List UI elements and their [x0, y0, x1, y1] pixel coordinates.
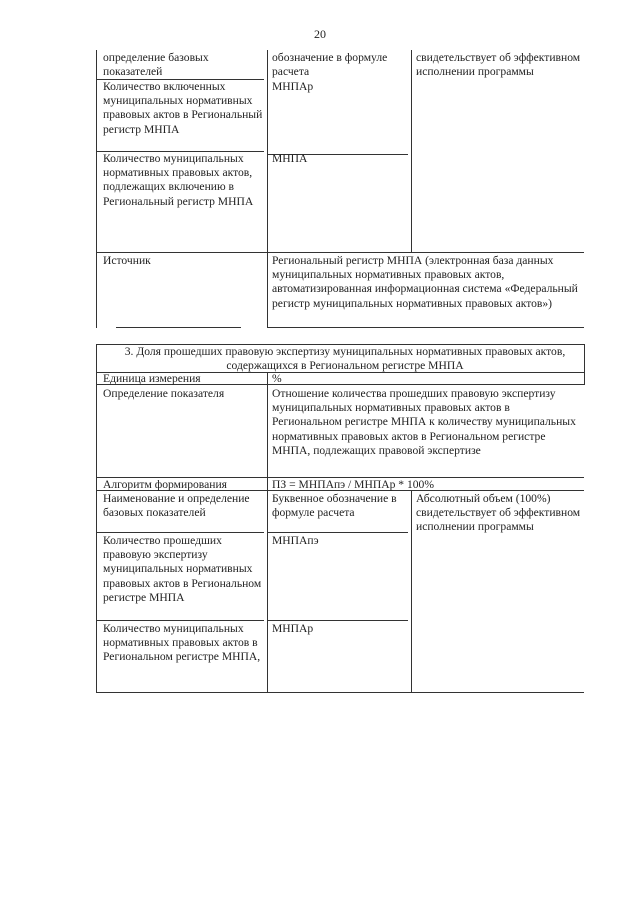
table-border [96, 50, 97, 328]
base-indicator-symbol: МНПАпэ [272, 534, 319, 547]
table-border [96, 620, 264, 621]
base-indicator-name: Количество муниципальных нормативных правовых актов в Региональном регистре МНПА, [103, 622, 261, 664]
base-name-header-cont: определение базовых показателей [103, 51, 209, 79]
table-border [96, 692, 584, 693]
indicator-title: 3. Доля прошедших правовую экспертизу муниципальных нормативных правовых актов, содержащихся в Региональном регистре МНПА [124, 345, 566, 373]
table-border [268, 327, 584, 328]
table-border [116, 327, 241, 328]
formula-symbol-header: Буквенное обозначение в формуле расчета [272, 492, 397, 520]
table-border [267, 50, 268, 328]
table-border [268, 620, 408, 621]
table-border [96, 252, 584, 253]
table-border [584, 344, 585, 385]
effectiveness-header-cont: свидетельствует об эффективном исполнении программы [416, 51, 581, 79]
base-indicator-name: Количество муниципальных нормативных правовых актов, подлежащих включению в Региональный регистр МНПА [103, 152, 254, 208]
table-border [96, 344, 97, 692]
base-name-header: Наименование и определение базовых показателей [103, 492, 250, 520]
base-indicator-name: Количество включенных муниципальных нормативных правовых актов в Региональный регистр МНПА [103, 80, 263, 136]
definition-label: Определение показателя [103, 387, 225, 400]
algorithm-formula: ПЗ = МНПАпэ / МНПАр * 100% [272, 478, 435, 491]
effectiveness-header: Абсолютный объем (100%) свидетельствует об эффективном исполнении программы [416, 492, 581, 534]
algorithm-label: Алгоритм формирования [103, 478, 227, 491]
unit-label: Единица измерения [103, 372, 201, 385]
base-indicator-symbol: МНПАр [272, 80, 314, 93]
unit-value: % [272, 372, 282, 385]
formula-symbol-header-cont: обозначение в формуле расчета [272, 51, 388, 79]
table-border [96, 532, 264, 533]
base-indicator-symbol: МНПА [272, 152, 308, 165]
table-border [411, 491, 412, 692]
definition-value: Отношение количества прошедших правовую экспертизу муниципальных нормативных правовых актов в Региональном регистре МНПА к количеству муниципальных нормативных правовых актов в Региональном регистре МНПА, подлежащих правовой экспертизе [272, 387, 576, 457]
table-border [268, 532, 408, 533]
page-number: 20 [314, 27, 326, 41]
base-indicator-name: Количество прошедших правовую экспертизу муниципальных нормативных правовых актов в Региональном регистре МНПА [103, 534, 262, 604]
base-indicator-symbol: МНПАр [272, 622, 314, 635]
source-label: Источник [103, 254, 151, 267]
table-border [411, 50, 412, 252]
source-value: Региональный регистр МНПА (электронная база данных муниципальных нормативных правовых актов, автоматизированная информационная система «Федеральный регистр муниципальных нормативных правовых актов») [272, 254, 578, 310]
